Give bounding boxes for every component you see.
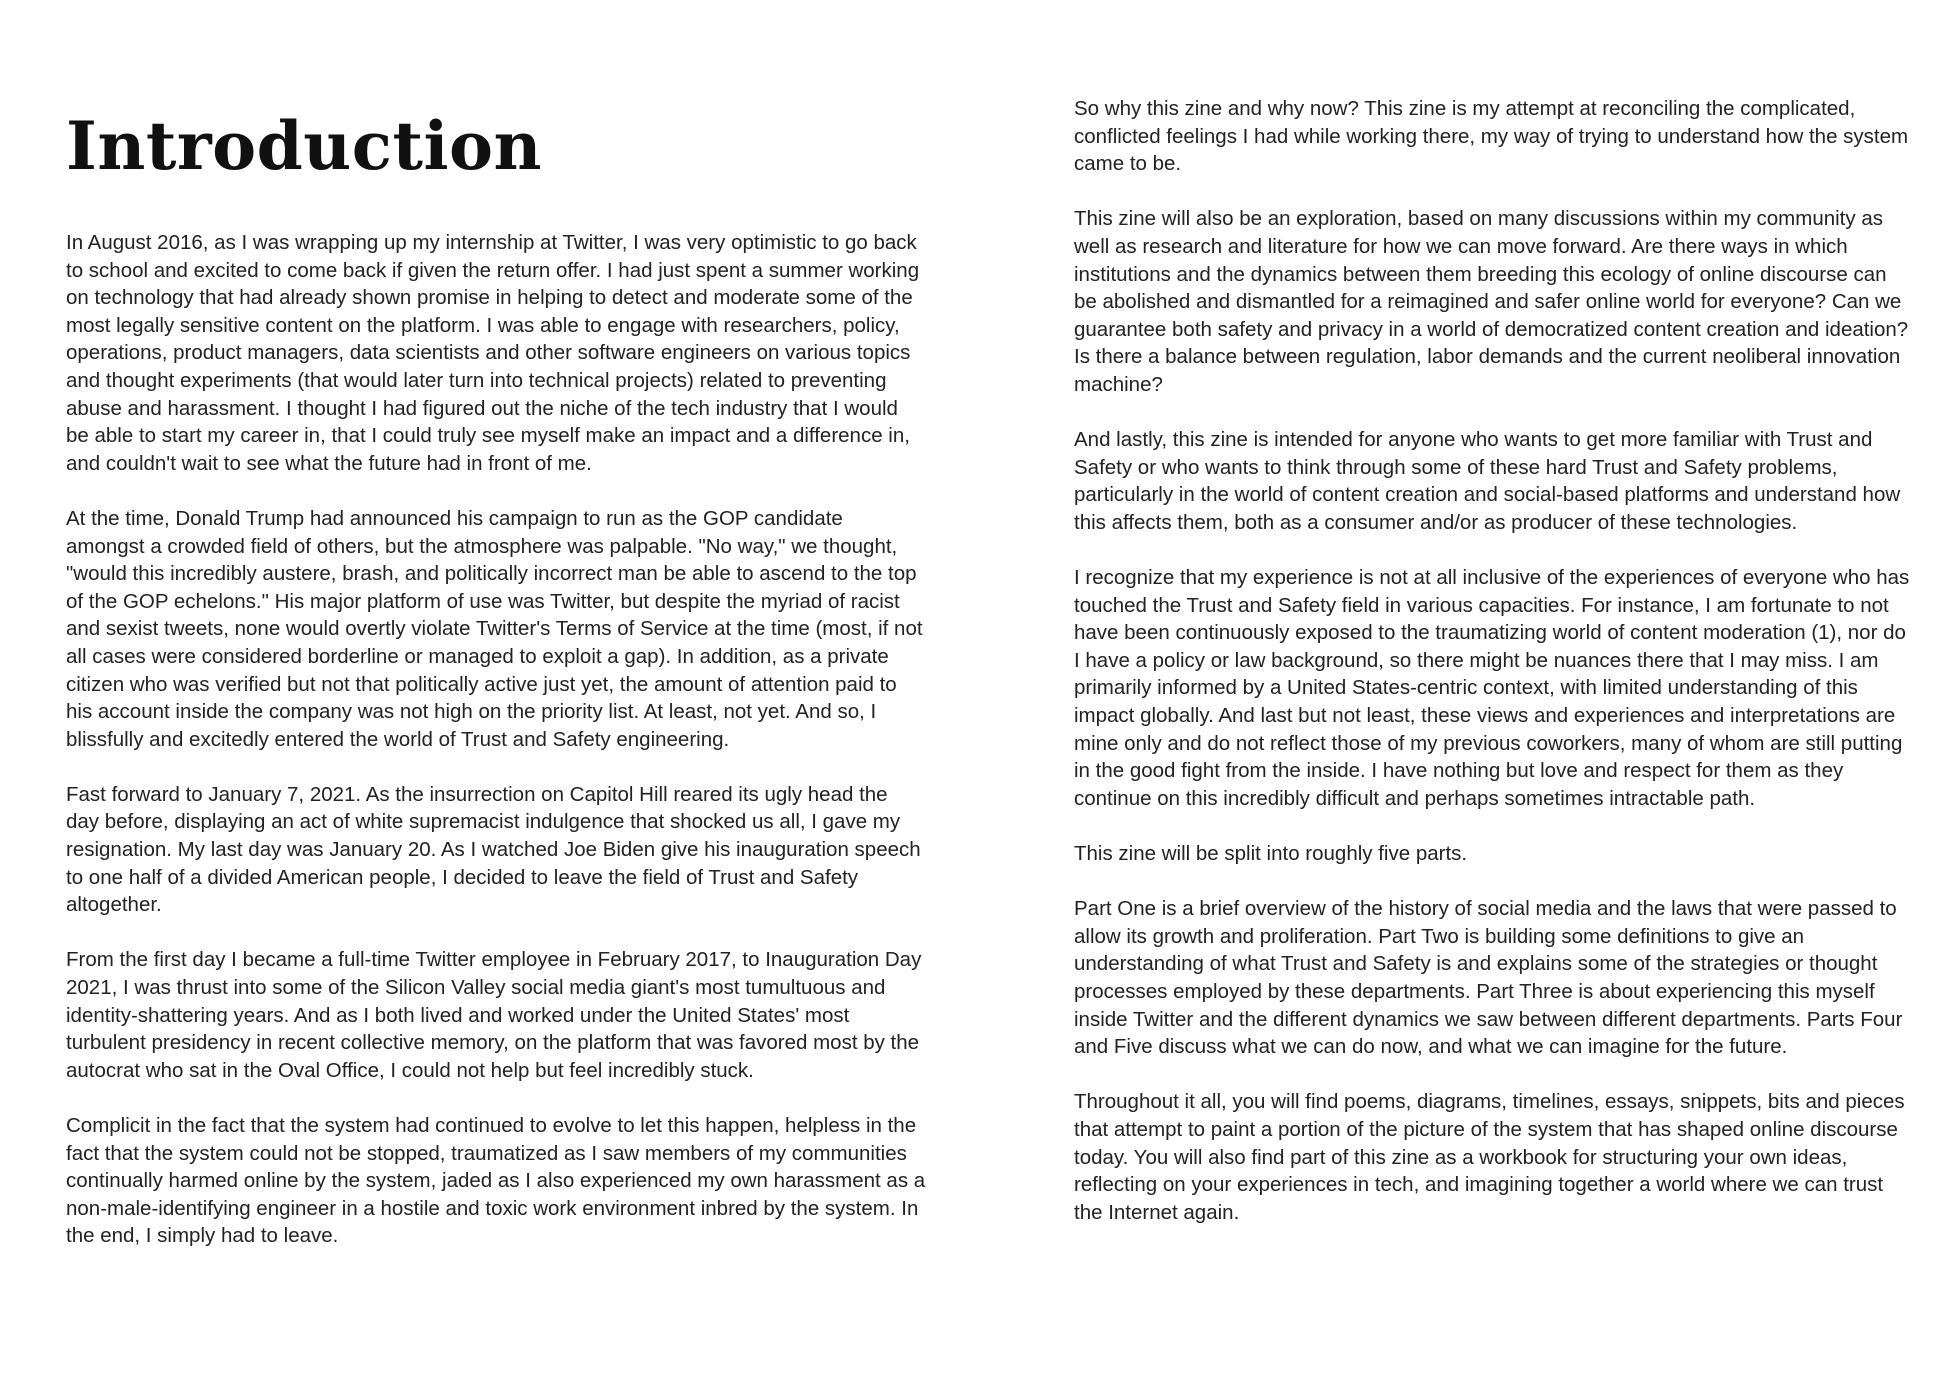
right-page bbox=[1074, 95, 1914, 1254]
left-paragraph-2: At the time, Donald Trump had announced his campaign to run as the GOP candidate amongst a crowded field of others, but the atmosphere was palpable. "No way," we thought, "would this incredibly austere, brash, and politically incorrect man be able to ascend to the top of the GOP echelons." His major platform of use was Twitter, but despite the myriad of racist and sexist tweets, none would overtly violate Twitter's Terms of Service at the time (most, if not all cases were considered borderline or managed to exploit a gap). In addition, as a private citizen who was verified but not that politically active just yet, the amount of attention paid to his account inside the company was not high on the priority list. At least, not yet. And so, I blissfully and excitedly entered the world of Trust and Safety engineering. bbox=[66, 506, 923, 751]
right-paragraph-3: And lastly, this zine is intended for anyone who wants to get more familiar with Trust and Safety or who wants to think through some of these hard Trust and Safety problems, particularly in the world of content creation and social-based platforms and understand how this affects them, both as a consumer and/or as producer of these technologies. bbox=[1074, 428, 1901, 534]
left-paragraph-4: From the first day I became a full-time Twitter employee in February 2017, to Inauguration Day 2021, I was thrust into some of the Silicon Valley social media giant's most tumultuous and identity-shattering years. And as I both lived and worked under the United States' most turbulent presidency in recent collective memory, on the platform that was favored most by the autocrat who sat in the Oval Office, I could not help but feel incredibly stuck. bbox=[66, 948, 922, 1082]
right-paragraph-7: Throughout it all, you will find poems, diagrams, timelines, essays, snippets, bits and pieces that attempt to paint a portion of the picture of the system that has shaped online discourse today. You will also find part of this zine as a workbook for structuring your own ideas, reflecting on your experiences in tech, and imagining together a world where we can trust the Internet again. bbox=[1074, 1090, 1905, 1224]
left-paragraph-3: Fast forward to January 7, 2021. As the insurrection on Capitol Hill reared its ugly head the day before, displaying an act of white supremacist indulgence that shocked us all, I gave my resignation. My last day was January 20. As I watched Joe Biden give his inauguration speech to one half of a divided American people, I decided to leave the field of Trust and Safety altogether. bbox=[66, 782, 921, 917]
right-paragraph-6: Part One is a brief overview of the history of social media and the laws that were passed to allow its growth and proliferation. Part Two is building some definitions to give an understanding of what Trust and Safety is and explains some of the strategies or thought processes employed by these departments. Part Three is about experiencing this myself inside Twitter and the different dynamics we saw between different departments. Parts Four and Five discuss what we can do now, and what we can imagine for the future. bbox=[1074, 897, 1903, 1059]
left-paragraph-1: In August 2016, as I was wrapping up my internship at Twitter, I was very optimistic to go back to school and excited to come back if given the return offer. I had just spent a summer working on technology that had already shown promise in helping to detect and moderate some of the most legally sensitive content on the platform. I was able to engage with researchers, policy, operations, product managers, data scientists and other software engineers on various topics and thought experiments (that would later turn into technical projects) related to preventing abuse and harassment. I thought I had figured out the niche of the tech industry that I would be able to start my career in, that I could truly see myself make an impact and a difference in, and couldn't wait to see what the future had in front of me. bbox=[66, 231, 920, 475]
right-paragraph-2: This zine will also be an exploration, based on many discussions within my community as well as research and literature for how we can move forward. Are there ways in which institutions and the dynamics between them breeding this ecology of online discourse can be abolished and dismantled for a reimagined and safer online world for everyone? Can we guarantee both safety and privacy in a world of democratized content creation and ideation? Is there a balance between regulation, labor demands and the current neoliberal innovation machine? bbox=[1074, 207, 1909, 396]
left-page bbox=[66, 95, 926, 1278]
right-paragraph-1: So why this zine and why now? This zine is my attempt at reconciling the complicated, conflicted feelings I had while working there, my way of trying to understand how the system came to be. bbox=[1074, 97, 1909, 176]
right-paragraph-4: I recognize that my experience is not at all inclusive of the experiences of everyone who has touched the Trust and Safety field in various capacities. For instance, I am fortunate to not have been continuously exposed to the traumatizing world of content moderation (1), nor do I have a policy or law background, so there might be nuances there that I may miss. I am primarily informed by a United States-centric context, with limited understanding of this impact globally. And last but not least, these views and experiences and interpretations are mine only and do not reflect those of my previous coworkers, many of whom are still putting in the good fight from the inside. I have nothing but love and respect for them as they continue on this incredibly difficult and perhaps sometimes intractable path. bbox=[1074, 566, 1910, 810]
page-title: Introduction bbox=[66, 107, 543, 185]
left-paragraph-5: Complicit in the fact that the system had continued to evolve to let this happen, helpless in the fact that the system could not be stopped, traumatized as I saw members of my communities continually harmed online by the system, jaded as I also experienced my own harassment as a non-male-identifying engineer in a hostile and toxic work environment inbred by the system. In the end, I simply had to leave. bbox=[66, 1114, 926, 1248]
right-paragraph-5: This zine will be split into roughly five parts. bbox=[1074, 842, 1468, 866]
